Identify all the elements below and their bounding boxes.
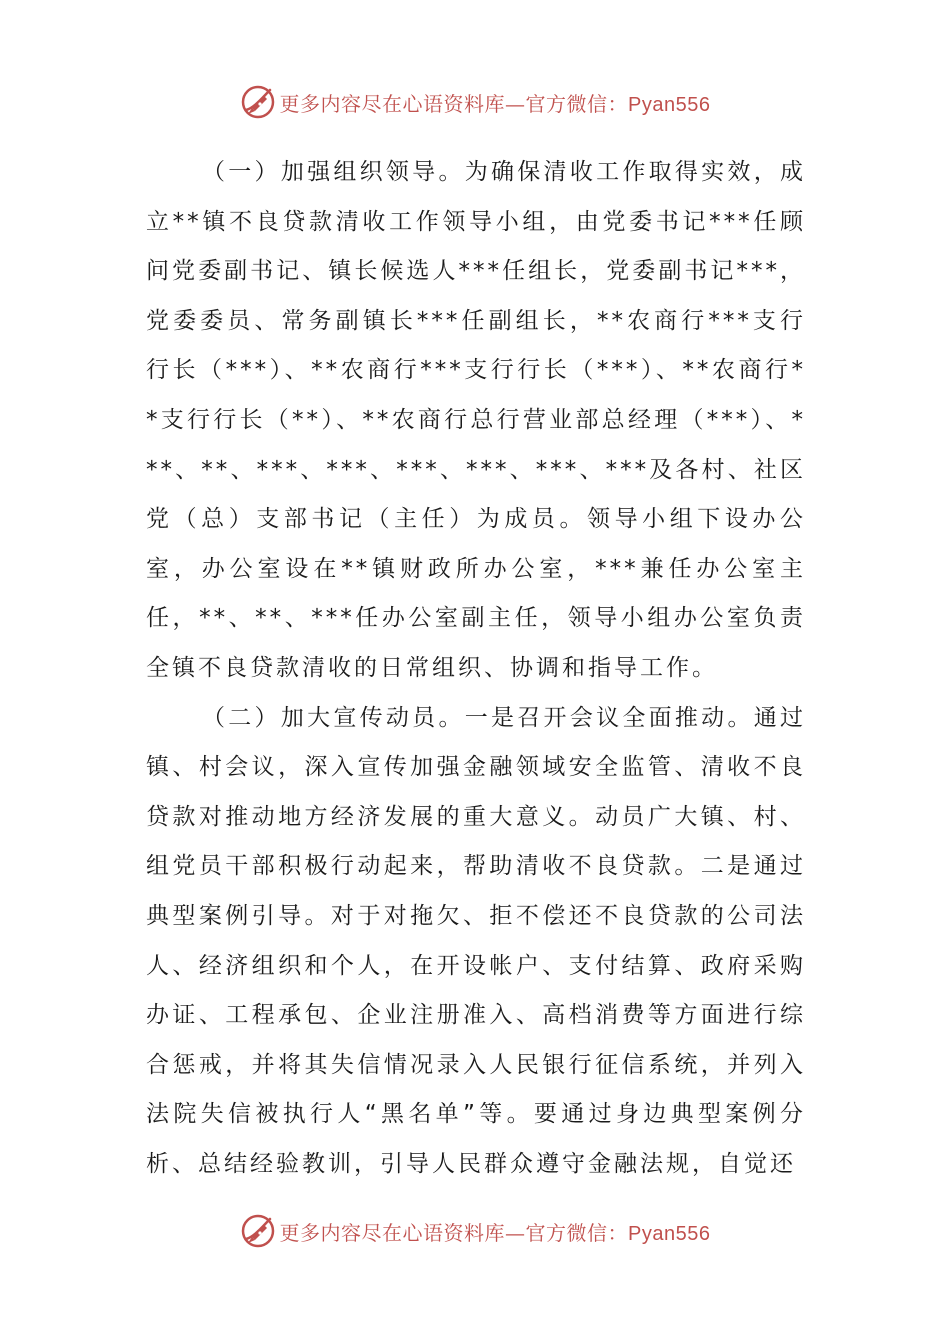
paragraph-organization: （一）加强组织领导。为确保清收工作取得实效，成立**镇不良贷款清收工作领导小组，由党委书记***任顾问党委副书记、镇长候选人***任组长，党委副书记***，党委委员、常务副镇长***任副组长，**农商行***支行行长（***）、**农商行***支行行长（***）、**农商行**支行行长（**）、**农商行总行营业部总经理（***）、***、**、***、***、***、***、***、***及各村、社区党（总）支部书记（主任）为成员。领导小组下设办公室，办公室设在**镇财政所办公室，***兼任办公室主任，**、**、***任办公室副主任，领导小组办公室负责全镇不良贷款清收的日常组织、协调和指导工作。	[146, 159, 806, 681]
pen-nib-logo-icon	[240, 1213, 276, 1249]
watermark-text: 更多内容尽在心语资料库—官方微信：Pyan556	[279, 91, 711, 116]
paragraph-publicity: （二）加大宣传动员。一是召开会议全面推动。通过镇、村会议，深入宣传加强金融领域安全监管、清收不良贷款对推动地方经济发展的重大意义。动员广大镇、村、组党员干部积极行动起来，帮助清收不良贷款。二是通过典型案例引导。对于对拖欠、拒不偿还不良贷款的公司法人、经济组织和个人，在开设帐户、支付结算、政府采购办证、工程承包、企业注册准入、高档消费等方面进行综合惩戒，并将其失信情况录入人民银行征信系统，并列入法院失信被执行人“黑名单”等。要通过身边典型案例分析、总结经验教训，引导人民群众遵守金融法规，自觉还	[146, 704, 806, 1177]
footer-watermark-banner	[0, 1211, 950, 1251]
document-body	[146, 148, 806, 1189]
wechat-id: Pyan556	[628, 1222, 711, 1245]
watermark-text: 更多内容尽在心语资料库—官方微信：Pyan556	[279, 1220, 711, 1245]
header-watermark-banner	[0, 82, 950, 122]
pen-nib-logo-icon	[240, 84, 276, 120]
wechat-id: Pyan556	[628, 93, 711, 116]
